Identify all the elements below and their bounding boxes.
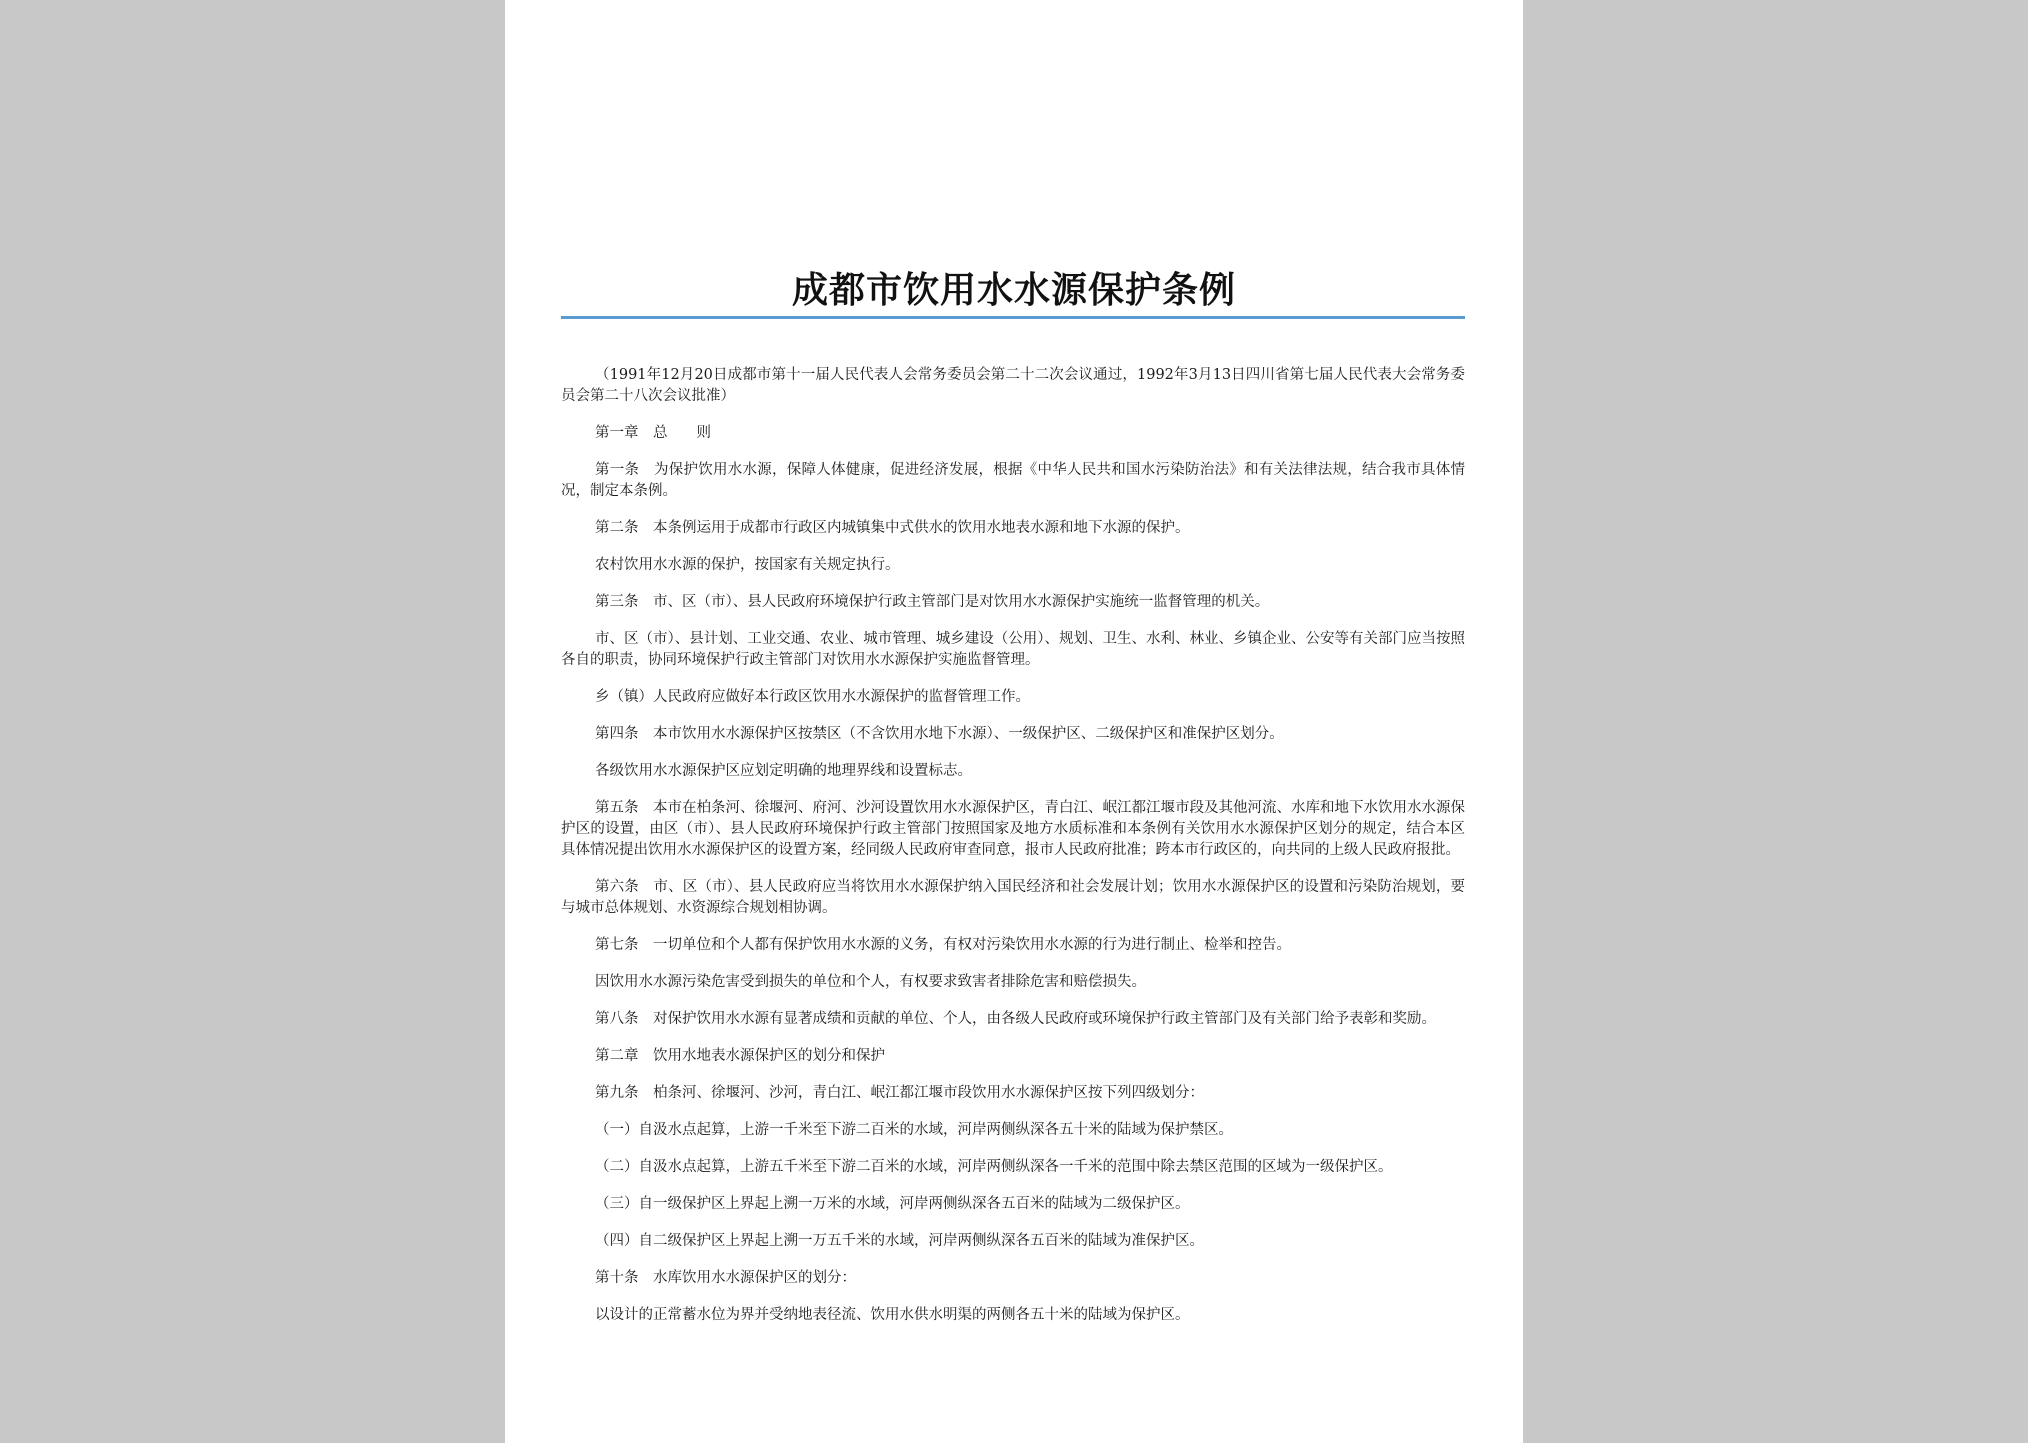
article-paragraph: 第三条 市、区（市）、县人民政府环境保护行政主管部门是对饮用水水源保护实施统一监督管理的机关。 — [595, 594, 1270, 610]
article-paragraph: 第二条 本条例运用于成都市行政区内城镇集中式供水的饮用水地表水源和地下水源的保护。 — [595, 520, 1190, 536]
title-underline — [561, 316, 1465, 319]
article-paragraph: 第七条 一切单位和个人都有保护饮用水水源的义务，有权对污染饮用水水源的行为进行制止、检举和控告。 — [595, 937, 1291, 953]
article-paragraph: 第四条 本市饮用水水源保护区按禁区（不含饮用水地下水源）、一级保护区、二级保护区和准保护区划分。 — [595, 726, 1284, 742]
article-paragraph: 各级饮用水水源保护区应划定明确的地理界线和设置标志。 — [595, 763, 972, 779]
approval-note: （1991年12月20日成都市第十一届人民代表人会常务委员会第二十二次会议通过，1992年3月13日四川省第七届人民代表大会常务委员会第二十八次会议批准） — [561, 367, 1465, 404]
article-paragraph: 以设计的正常蓄水位为界并受纳地表径流、饮用水供水明渠的两侧各五十米的陆域为保护区。 — [595, 1307, 1190, 1323]
article-paragraph: 农村饮用水水源的保护，按国家有关规定执行。 — [595, 557, 900, 573]
list-item: （四）自二级保护区上界起上溯一万五千米的水域，河岸两侧纵深各五百米的陆域为准保护区。 — [595, 1233, 1204, 1249]
list-item: （三）自一级保护区上界起上溯一万米的水域，河岸两侧纵深各五百米的陆域为二级保护区。 — [595, 1196, 1190, 1212]
article-paragraph: 第五条 本市在柏条河、徐堰河、府河、沙河设置饮用水水源保护区，青白江、岷江都江堰市段及其他河流、水库和地下水饮用水水源保护区的设置，由区（市）、县人民政府环境保护行政主管部门按照国家及地方水质标准和本条例有关饮用水水源保护区划分的规定，结合本区具体情况提出饮用水水源保护区的设置方案，经同级人民政府审查同意，报市人民政府批准；跨本市行政区的，向共同的上级人民政府报批。 — [561, 800, 1465, 858]
article-paragraph: 市、区（市）、县计划、工业交通、农业、城市管理、城乡建设（公用）、规划、卫生、水利、林业、乡镇企业、公安等有关部门应当按照各自的职责，协同环境保护行政主管部门对饮用水水源保护实施监督管理。 — [561, 631, 1465, 668]
document-body — [561, 365, 1465, 1342]
list-item: （一）自汲水点起算，上游一千米至下游二百米的水域，河岸两侧纵深各五十米的陆域为保护禁区。 — [595, 1122, 1233, 1138]
document-page — [505, 0, 1523, 1443]
article-paragraph: 乡（镇）人民政府应做好本行政区饮用水水源保护的监督管理工作。 — [595, 689, 1030, 705]
article-paragraph: 因饮用水水源污染危害受到损失的单位和个人，有权要求致害者排除危害和赔偿损失。 — [595, 974, 1146, 990]
chapter-heading: 第一章 总 则 — [595, 425, 711, 441]
chapter-heading: 第二章 饮用水地表水源保护区的划分和保护 — [595, 1048, 885, 1064]
article-paragraph: 第九条 柏条河、徐堰河、沙河，青白江、岷江都江堰市段饮用水水源保护区按下列四级划分： — [595, 1085, 1204, 1101]
list-item: （二）自汲水点起算，上游五千米至下游二百米的水域，河岸两侧纵深各一千米的范围中除去禁区范围的区域为一级保护区。 — [595, 1159, 1393, 1175]
document-title: 成都市饮用水水源保护条例 — [791, 270, 1236, 311]
article-paragraph: 第十条 水库饮用水水源保护区的划分： — [595, 1270, 856, 1286]
article-paragraph: 第一条 为保护饮用水水源，保障人体健康，促进经济发展，根据《中华人民共和国水污染防治法》和有关法律法规，结合我市具体情况，制定本条例。 — [561, 462, 1465, 499]
article-paragraph: 第六条 市、区（市）、县人民政府应当将饮用水水源保护纳入国民经济和社会发展计划；饮用水水源保护区的设置和污染防治规划，要与城市总体规划、水资源综合规划相协调。 — [561, 879, 1465, 916]
article-paragraph: 第八条 对保护饮用水水源有显著成绩和贡献的单位、个人，由各级人民政府或环境保护行政主管部门及有关部门给予表彰和奖励。 — [595, 1011, 1436, 1027]
